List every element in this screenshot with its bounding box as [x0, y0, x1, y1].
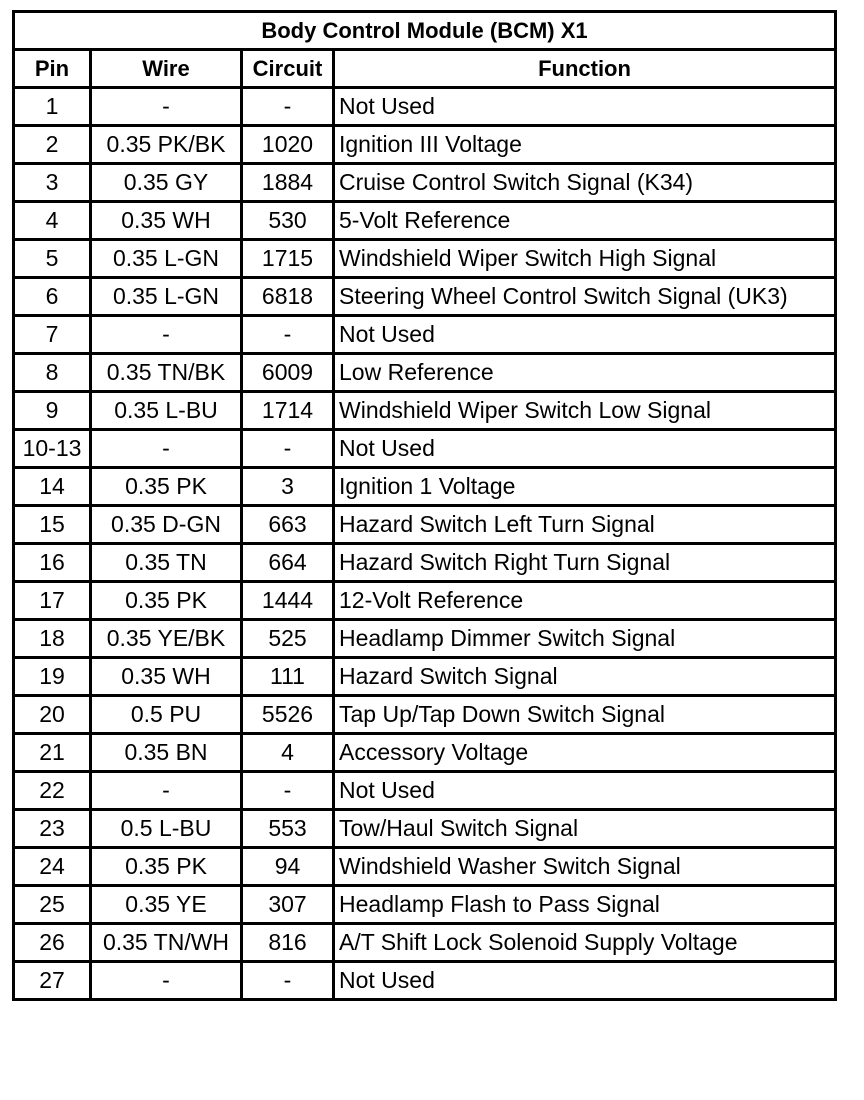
function-cell: Ignition 1 Voltage: [334, 468, 836, 506]
wire-cell: 0.35 TN/WH: [91, 924, 242, 962]
table-row: [14, 468, 836, 506]
table-row: [14, 278, 836, 316]
pin-cell: 20: [14, 696, 91, 734]
table-row: [14, 924, 836, 962]
function-cell: Not Used: [334, 88, 836, 126]
header-pin: Pin: [14, 50, 91, 88]
wire-cell: 0.35 PK/BK: [91, 126, 242, 164]
wire-cell: 0.35 BN: [91, 734, 242, 772]
pin-cell: 22: [14, 772, 91, 810]
wire-cell: -: [91, 962, 242, 1000]
pin-cell: 18: [14, 620, 91, 658]
function-cell: Ignition III Voltage: [334, 126, 836, 164]
table-row: [14, 658, 836, 696]
header-wire: Wire: [91, 50, 242, 88]
pin-cell: 15: [14, 506, 91, 544]
pin-cell: 1: [14, 88, 91, 126]
wire-cell: 0.35 WH: [91, 658, 242, 696]
circuit-cell: 530: [242, 202, 334, 240]
circuit-cell: -: [242, 962, 334, 1000]
pin-cell: 23: [14, 810, 91, 848]
pin-cell: 27: [14, 962, 91, 1000]
wire-cell: -: [91, 772, 242, 810]
table-body: [14, 88, 836, 1000]
function-cell: Windshield Wiper Switch Low Signal: [334, 392, 836, 430]
circuit-cell: 6818: [242, 278, 334, 316]
circuit-cell: 1715: [242, 240, 334, 278]
function-cell: Steering Wheel Control Switch Signal (UK3): [334, 278, 836, 316]
function-cell: Not Used: [334, 772, 836, 810]
function-cell: Not Used: [334, 316, 836, 354]
function-cell: Hazard Switch Right Turn Signal: [334, 544, 836, 582]
circuit-cell: -: [242, 88, 334, 126]
wire-cell: 0.35 WH: [91, 202, 242, 240]
function-cell: Windshield Washer Switch Signal: [334, 848, 836, 886]
pin-cell: 8: [14, 354, 91, 392]
table-row: [14, 354, 836, 392]
function-cell: Low Reference: [334, 354, 836, 392]
table-row: [14, 962, 836, 1000]
wire-cell: 0.35 L-BU: [91, 392, 242, 430]
wire-cell: 0.35 L-GN: [91, 278, 242, 316]
function-cell: Headlamp Flash to Pass Signal: [334, 886, 836, 924]
pin-cell: 5: [14, 240, 91, 278]
pin-cell: 2: [14, 126, 91, 164]
table-row: [14, 620, 836, 658]
wire-cell: 0.35 YE: [91, 886, 242, 924]
wire-cell: 0.5 L-BU: [91, 810, 242, 848]
pin-cell: 16: [14, 544, 91, 582]
table-row: [14, 202, 836, 240]
pin-cell: 6: [14, 278, 91, 316]
function-cell: Windshield Wiper Switch High Signal: [334, 240, 836, 278]
wire-cell: 0.35 YE/BK: [91, 620, 242, 658]
circuit-cell: 816: [242, 924, 334, 962]
pin-cell: 7: [14, 316, 91, 354]
header-circuit: Circuit: [242, 50, 334, 88]
table-row: [14, 316, 836, 354]
wire-cell: -: [91, 430, 242, 468]
table-row: [14, 240, 836, 278]
wire-cell: -: [91, 316, 242, 354]
pin-cell: 25: [14, 886, 91, 924]
function-cell: 12-Volt Reference: [334, 582, 836, 620]
circuit-cell: 3: [242, 468, 334, 506]
pin-cell: 26: [14, 924, 91, 962]
wire-cell: 0.35 GY: [91, 164, 242, 202]
function-cell: Headlamp Dimmer Switch Signal: [334, 620, 836, 658]
circuit-cell: 1444: [242, 582, 334, 620]
wire-cell: 0.35 PK: [91, 582, 242, 620]
pin-cell: 9: [14, 392, 91, 430]
function-cell: Not Used: [334, 430, 836, 468]
header-function: Function: [334, 50, 836, 88]
pin-cell: 4: [14, 202, 91, 240]
pin-cell: 21: [14, 734, 91, 772]
header-row: [14, 50, 836, 88]
function-cell: Hazard Switch Left Turn Signal: [334, 506, 836, 544]
function-cell: A/T Shift Lock Solenoid Supply Voltage: [334, 924, 836, 962]
bcm-connector-table: [12, 10, 837, 1001]
circuit-cell: 525: [242, 620, 334, 658]
circuit-cell: 1020: [242, 126, 334, 164]
table-row: [14, 772, 836, 810]
circuit-cell: 5526: [242, 696, 334, 734]
table-row: [14, 506, 836, 544]
function-cell: Hazard Switch Signal: [334, 658, 836, 696]
pin-cell: 17: [14, 582, 91, 620]
circuit-cell: 1714: [242, 392, 334, 430]
table-row: [14, 848, 836, 886]
wire-cell: 0.35 D-GN: [91, 506, 242, 544]
function-cell: Tap Up/Tap Down Switch Signal: [334, 696, 836, 734]
circuit-cell: -: [242, 772, 334, 810]
table-title-row: [14, 12, 836, 50]
wire-cell: 0.5 PU: [91, 696, 242, 734]
function-cell: Tow/Haul Switch Signal: [334, 810, 836, 848]
table-row: [14, 734, 836, 772]
table-row: [14, 582, 836, 620]
circuit-cell: 1884: [242, 164, 334, 202]
pin-cell: 14: [14, 468, 91, 506]
table-row: [14, 164, 836, 202]
wire-cell: -: [91, 88, 242, 126]
circuit-cell: 664: [242, 544, 334, 582]
table-row: [14, 696, 836, 734]
circuit-cell: 111: [242, 658, 334, 696]
function-cell: Accessory Voltage: [334, 734, 836, 772]
circuit-cell: -: [242, 316, 334, 354]
function-cell: 5-Volt Reference: [334, 202, 836, 240]
pin-cell: 10-13: [14, 430, 91, 468]
wire-cell: 0.35 TN/BK: [91, 354, 242, 392]
circuit-cell: 94: [242, 848, 334, 886]
table-row: [14, 810, 836, 848]
table-row: [14, 886, 836, 924]
circuit-cell: 663: [242, 506, 334, 544]
circuit-cell: 6009: [242, 354, 334, 392]
pin-cell: 19: [14, 658, 91, 696]
wire-cell: 0.35 L-GN: [91, 240, 242, 278]
circuit-cell: 4: [242, 734, 334, 772]
circuit-cell: -: [242, 430, 334, 468]
table-row: [14, 430, 836, 468]
function-cell: Not Used: [334, 962, 836, 1000]
circuit-cell: 307: [242, 886, 334, 924]
wire-cell: 0.35 PK: [91, 468, 242, 506]
table-row: [14, 544, 836, 582]
table-title: Body Control Module (BCM) X1: [14, 12, 836, 50]
table-row: [14, 88, 836, 126]
function-cell: Cruise Control Switch Signal (K34): [334, 164, 836, 202]
wire-cell: 0.35 PK: [91, 848, 242, 886]
table-row: [14, 126, 836, 164]
table-row: [14, 392, 836, 430]
pin-cell: 3: [14, 164, 91, 202]
wire-cell: 0.35 TN: [91, 544, 242, 582]
circuit-cell: 553: [242, 810, 334, 848]
pin-cell: 24: [14, 848, 91, 886]
